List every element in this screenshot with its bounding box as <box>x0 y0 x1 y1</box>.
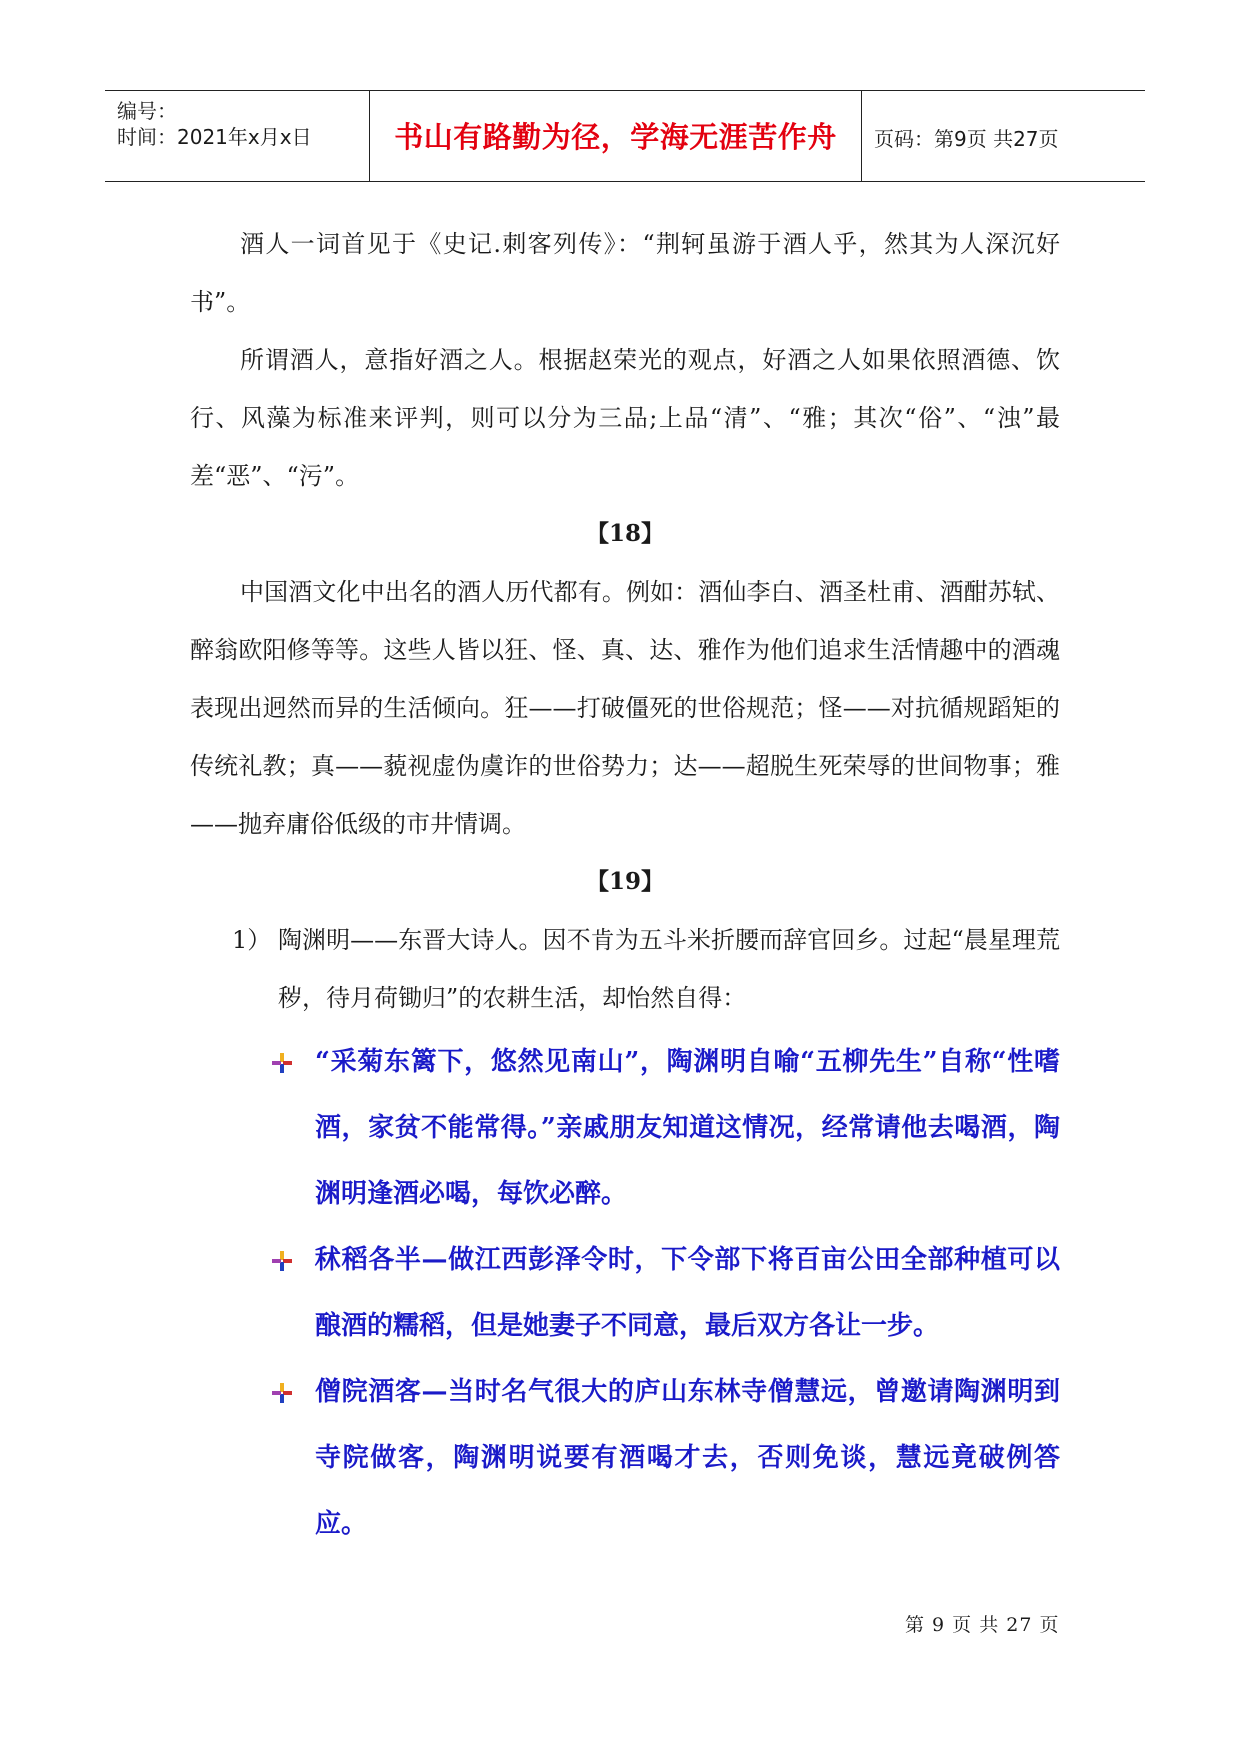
bullet-text: “采菊东篱下，悠然见南山”，陶渊明自喻“五柳先生”自称“性嗜酒，家贫不能常得。”亲戚朋友知道这情况，经常请他去喝酒，陶渊明逢酒必喝，每饮必醉。 <box>315 1047 1060 1209</box>
time-label: 时间：2021年x月x日 <box>117 125 312 149</box>
document-body <box>190 215 1060 1557</box>
bullet-text: 秫稻各半—做江西彭泽令时，下令部下将百亩公田全部种植可以酿酒的糯稻，但是她妻子不同意，最后双方各让一步。 <box>315 1245 1060 1341</box>
paragraph-famous-drinkers: 中国酒文化中出名的酒人历代都有。例如：酒仙李白、酒圣杜甫、酒酣苏轼、醉翁欧阳修等等。这些人皆以狂、怪、真、达、雅作为他们追求生活情趣中的酒魂表现出迥然而异的生活倾向。狂——打破僵死的世俗规范；怪——对抗循规蹈矩的传统礼教；真——藐视虚伪虞诈的世俗势力；达——超脱生死荣辱的世间物事；雅——抛弃庸俗低级的市井情调。 <box>190 578 1060 838</box>
four-color-plus-bullet-icon <box>270 1051 294 1075</box>
paragraph-jiuren-meaning: 所谓酒人，意指好酒之人。根据赵荣光的观点，好酒之人如果依照酒德、饮行、风藻为标准来评判，则可以分为三品;上品“清”、“雅；其次“俗”、“浊”最差“恶”、“污”。 <box>190 346 1060 490</box>
number-label: 编号： <box>117 99 177 123</box>
four-color-plus-bullet-icon <box>270 1381 294 1405</box>
header-middle-cell <box>370 91 862 181</box>
bullet-list <box>190 1029 1060 1557</box>
four-color-plus-bullet-icon <box>270 1249 294 1273</box>
page-label: 页码：第9页 共27页 <box>874 127 1059 151</box>
page-footer: 第 9 页 共 27 页 <box>905 1614 1060 1636</box>
paragraph-jiuren-origin: 酒人一词首见于《史记.刺客列传》：“荆轲虽游于酒人乎，然其为人深沉好书”。 <box>190 230 1060 316</box>
bullet-text: 僧院酒客—当时名气很大的庐山东林寺僧慧远，曾邀请陶渊明到寺院做客，陶渊明说要有酒喝才去，否则免谈，慧远竟破例答应。 <box>315 1377 1060 1539</box>
document-header <box>105 90 1145 182</box>
bullet-item <box>190 1029 1060 1227</box>
bullet-item <box>190 1227 1060 1359</box>
header-left-cell <box>105 91 370 181</box>
motto: 书山有路勤为径，学海无涯苦作舟 <box>394 120 837 154</box>
list-item-number: 1） <box>232 926 272 954</box>
section-heading-19: 【19】 <box>585 868 664 895</box>
header-right-cell <box>862 91 1145 181</box>
bullet-item <box>190 1359 1060 1557</box>
list-item <box>190 911 1060 1027</box>
list-item-text: 陶渊明——东晋大诗人。因不肯为五斗米折腰而辞官回乡。过起“晨星理荒秽，待月荷锄归”的农耕生活，却怡然自得： <box>278 926 1060 1012</box>
section-heading-18: 【18】 <box>585 520 664 547</box>
